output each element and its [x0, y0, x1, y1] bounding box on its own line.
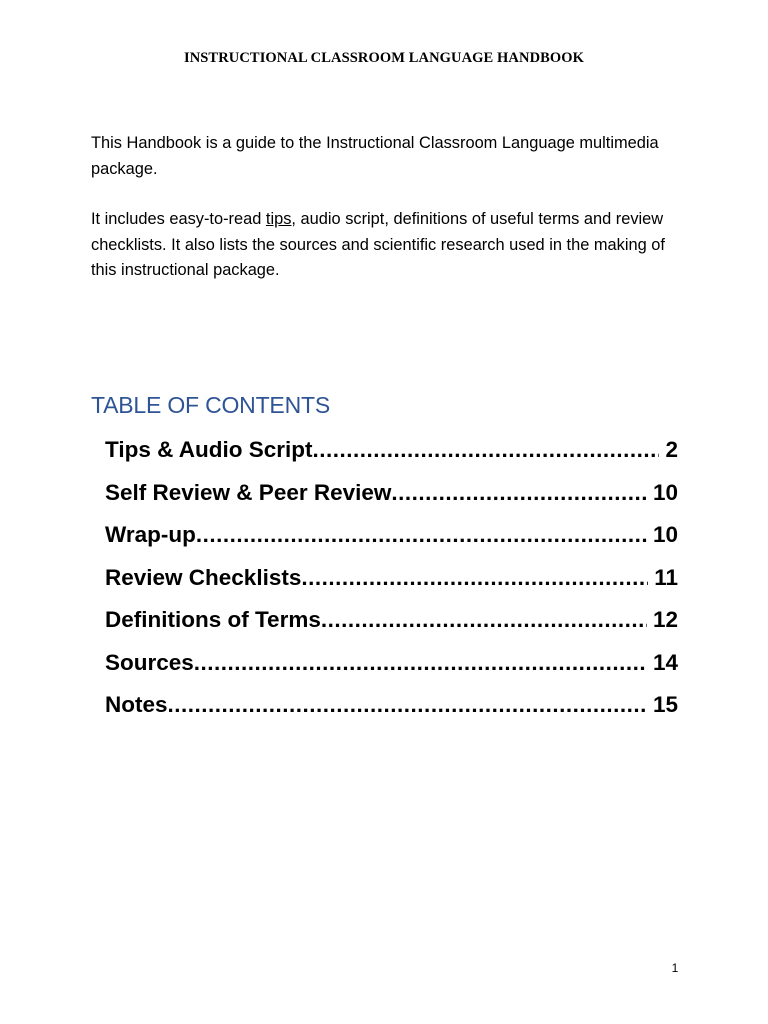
toc-entry-label: Review Checklists — [105, 564, 302, 590]
toc-leader-dots — [391, 480, 647, 506]
intro-section — [91, 131, 691, 309]
toc-entry[interactable] — [105, 480, 678, 523]
toc-leader-dots — [168, 692, 647, 718]
underlined-word: tips, — [265, 210, 296, 228]
toc-leader-dots — [194, 650, 647, 676]
toc-entry[interactable] — [105, 692, 678, 735]
intro-text: audio script, definitions of useful terms and review checklists. It also lists the sources and scientific research used in the making of this instructional package. — [91, 210, 665, 279]
toc-entry-page: 15 — [652, 692, 678, 717]
intro-paragraph-1: This Handbook is a guide to the Instructional Classroom Language multimedia package. — [91, 134, 659, 178]
page-number: 1 — [671, 961, 679, 975]
toc-entry-page: 14 — [652, 649, 678, 675]
toc-entry-label: Definitions of Terms — [105, 607, 321, 632]
table-of-contents — [105, 437, 678, 735]
toc-leader-dots — [313, 437, 660, 463]
toc-leader-dots — [196, 522, 647, 548]
document-title: INSTRUCTIONAL CLASSROOM LANGUAGE HANDBOOK — [183, 50, 585, 66]
intro-text: It includes easy-to-read — [91, 210, 266, 228]
toc-entry[interactable] — [105, 565, 678, 608]
toc-heading: TABLE OF CONTENTS — [91, 392, 330, 418]
toc-entry-label: Sources — [105, 649, 194, 675]
toc-leader-dots — [301, 565, 648, 591]
toc-leader-dots — [321, 607, 647, 633]
toc-entry[interactable] — [105, 522, 678, 565]
toc-entry[interactable] — [105, 607, 678, 650]
toc-entry-label: Wrap-up — [105, 522, 196, 547]
toc-entry-label: Self Review & Peer Review — [105, 479, 392, 505]
toc-entry-page: 11 — [654, 564, 678, 590]
toc-entry-page: 2 — [665, 437, 678, 462]
toc-entry-page: 12 — [652, 607, 678, 632]
toc-entry[interactable] — [105, 437, 678, 480]
toc-entry-page: 10 — [652, 522, 678, 547]
toc-entry-page: 10 — [652, 479, 678, 505]
intro-paragraph-2 — [91, 207, 691, 284]
toc-entry-label: Tips & Audio Script — [105, 437, 313, 462]
toc-entry[interactable] — [105, 650, 678, 693]
toc-entry-label: Notes — [105, 692, 168, 717]
